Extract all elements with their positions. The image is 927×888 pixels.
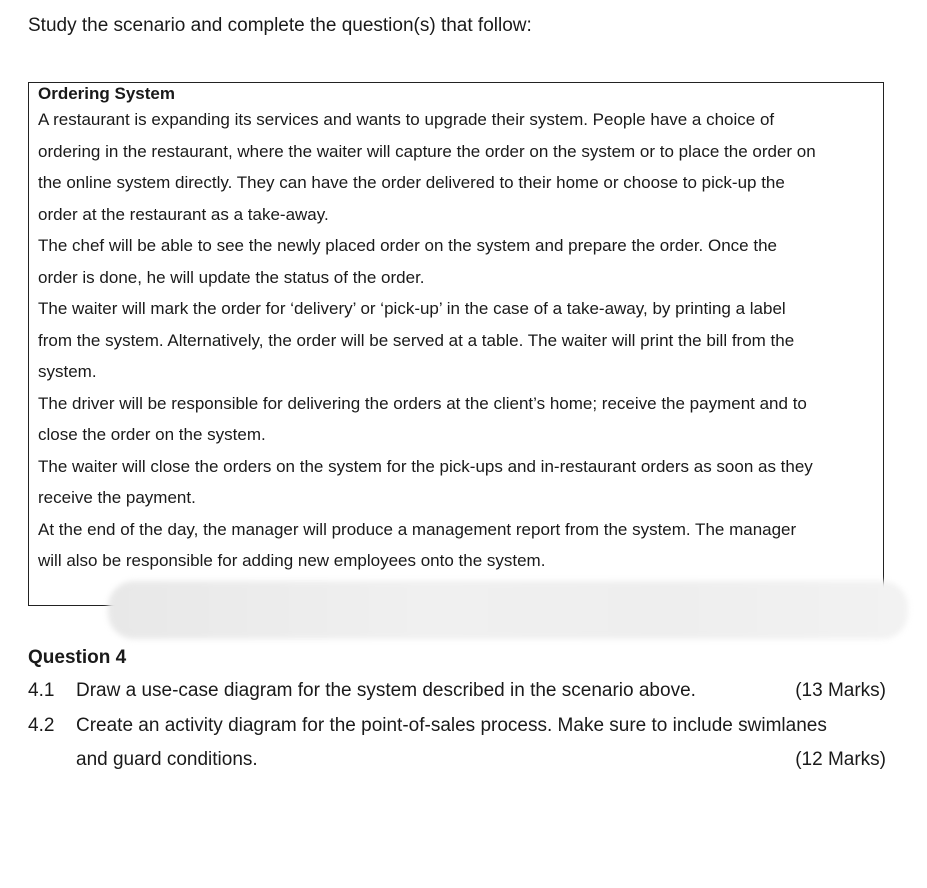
question-text-continued: and guard conditions.: [76, 749, 258, 770]
question-heading: Question 4: [28, 647, 127, 668]
scenario-line: order is done, he will update the status of the order.: [38, 267, 425, 287]
question-text: Draw a use-case diagram for the system described in the scenario above.: [76, 680, 696, 701]
redacted-area: [108, 581, 908, 639]
scenario-line: receive the payment.: [38, 488, 196, 507]
scenario-body: [38, 104, 883, 577]
scenario-line: close the order on the system.: [38, 425, 266, 444]
scenario-line: ordering in the restaurant, where the waiter will capture the order on the system or to place the order on: [38, 141, 816, 161]
question-marks: (13 Marks): [795, 680, 886, 701]
question-text: Create an activity diagram for the point-of-sales process. Make sure to include swimlanes: [76, 715, 827, 736]
scenario-line: The waiter will mark the order for ‘delivery’ or ‘pick-up’ in the case of a take-away, by printing a label: [38, 299, 786, 318]
scenario-line: The driver will be responsible for delivering the orders at the client’s home; receive the payment and to: [38, 393, 807, 413]
instructions-text: Study the scenario and complete the question(s) that follow:: [28, 15, 532, 36]
question-number: 4.2: [28, 715, 55, 736]
question-marks: (12 Marks): [795, 749, 886, 770]
scenario-line: The waiter will close the orders on the system for the pick-ups and in-restaurant orders as soon as they: [38, 456, 813, 476]
scenario-line: order at the restaurant as a take-away.: [38, 204, 329, 224]
scenario-line: The chef will be able to see the newly placed order on the system and prepare the order. Once the: [38, 236, 777, 255]
scenario-line: the online system directly. They can have the order delivered to their home or choose to pick-up the: [38, 173, 785, 192]
scenario-title: Ordering System: [38, 84, 175, 103]
scenario-box: [28, 82, 884, 606]
scenario-line: will also be responsible for adding new employees onto the system.: [38, 551, 546, 570]
scenario-line: from the system. Alternatively, the order will be served at a table. The waiter will print the bill from the: [38, 330, 795, 350]
question-number: 4.1: [28, 680, 55, 701]
scenario-line: At the end of the day, the manager will produce a management report from the system. The manager: [38, 519, 797, 539]
scenario-line: A restaurant is expanding its services and wants to upgrade their system. People have a choice of: [38, 110, 775, 129]
scenario-line: system.: [38, 362, 97, 381]
